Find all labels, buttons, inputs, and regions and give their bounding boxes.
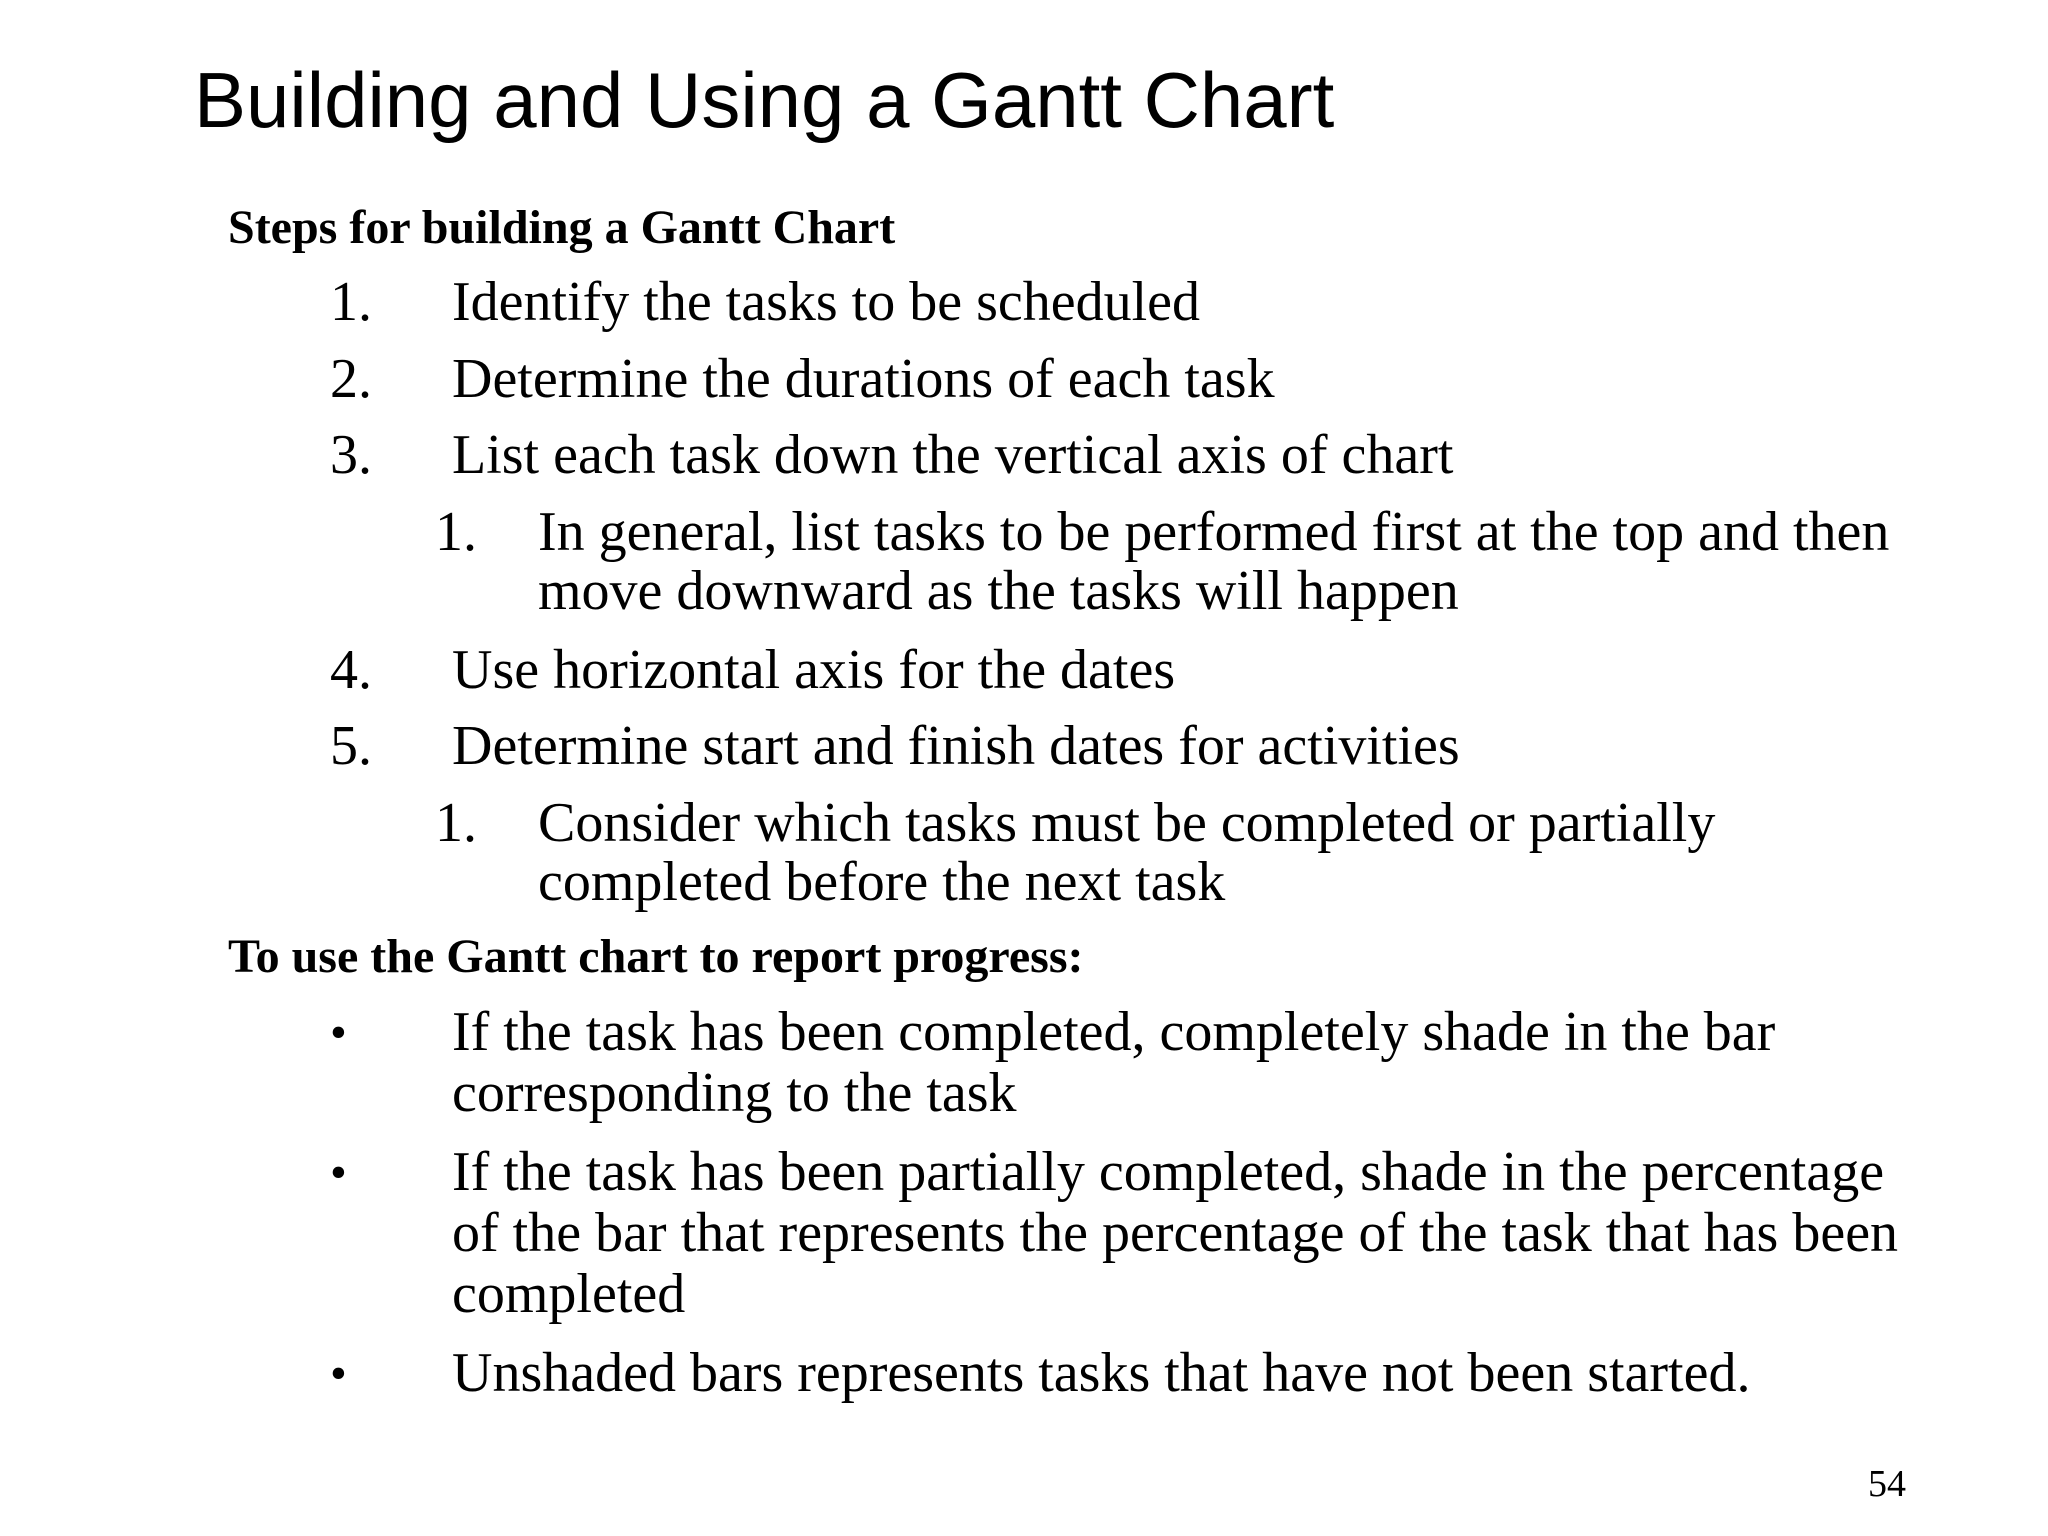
list-marker: 4. [330,639,372,701]
list-marker: 1. [435,792,477,854]
bullet-item [0,1002,2048,1124]
bullet-text: Unshaded bars represents tasks that have not been started. [452,1342,1751,1404]
list-item-text-line-2: completed before the next task [538,851,1226,913]
list-item-text: List each task down the vertical axis of chart [452,424,1454,486]
sub-list-item [0,793,2048,915]
slide-title: Building and Using a Gantt Chart [194,56,1335,144]
bullet-text-line-2: corresponding to the task [452,1062,1017,1124]
bullet-text-line-1: If the task has been partially completed, shade in the percentage [452,1141,1885,1203]
list-item-text-line-2: move downward as the tasks will happen [538,560,1459,622]
bullet-marker: • [330,1146,347,1199]
bullet-text-line-1: If the task has been completed, completely shade in the bar [452,1001,1776,1063]
list-item [0,349,2048,410]
bullet-item [0,1343,2048,1404]
section-heading-steps: Steps for building a Gantt Chart [228,201,896,254]
bullet-text-line-2: of the bar that represents the percentage of the task that has been [452,1202,1899,1264]
list-item-text-line-1: Consider which tasks must be completed or partially [538,792,1716,854]
bullet-marker: • [330,1006,347,1059]
list-marker: 1. [435,501,477,563]
list-item-text: Use horizontal axis for the dates [452,639,1176,701]
list-marker: 2. [330,348,372,410]
list-item-text: Identify the tasks to be scheduled [452,271,1201,333]
list-item-text-line-1: In general, list tasks to be performed first at the top and then [538,501,1890,563]
list-item-text: Determine start and finish dates for activities [452,715,1460,777]
list-marker: 3. [330,424,372,486]
bullet-text-line-3: completed [452,1263,686,1325]
section-heading-progress: To use the Gantt chart to report progress: [228,930,1084,983]
list-item [0,640,2048,701]
list-item [0,425,2048,486]
list-marker: 5. [330,715,372,777]
list-item [0,716,2048,777]
list-item-text: Determine the durations of each task [452,348,1275,410]
bullet-marker: • [330,1347,347,1400]
page-number: 54 [1868,1463,1906,1505]
bullet-item [0,1142,2048,1325]
list-item [0,272,2048,333]
list-marker: 1. [330,271,372,333]
sub-list-item [0,502,2048,624]
